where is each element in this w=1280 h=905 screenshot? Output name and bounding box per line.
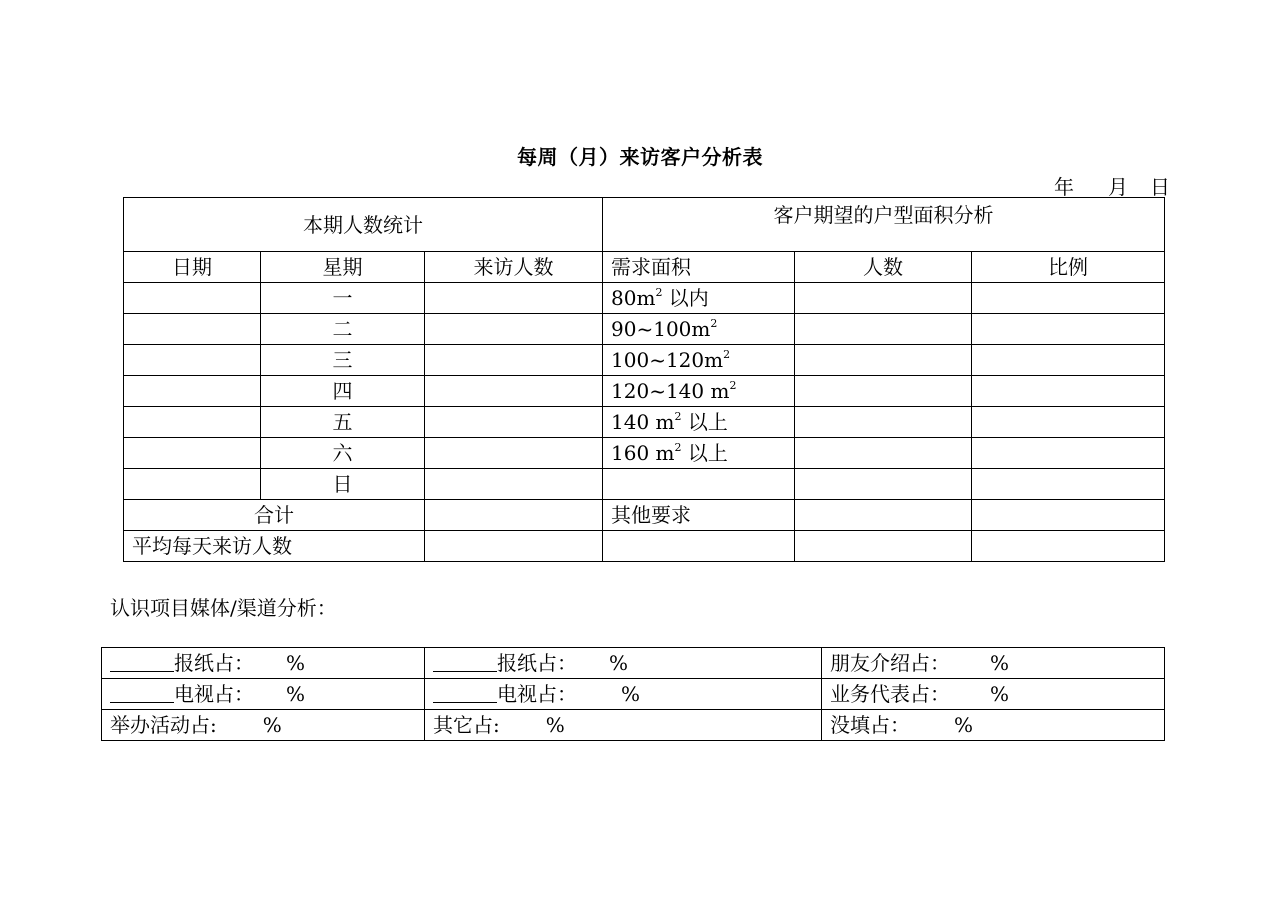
other-requirements-label: 其他要求: [603, 500, 795, 531]
weekday-cell: 二: [261, 314, 425, 345]
area-cell: [603, 345, 795, 376]
page-title: 每周（月）来访客户分析表: [517, 145, 763, 169]
ratio-cell[interactable]: [972, 314, 1165, 345]
media-label: 没填占：: [830, 713, 910, 737]
ratio-cell[interactable]: [972, 407, 1165, 438]
count-cell[interactable]: [795, 283, 972, 314]
count-cell[interactable]: [795, 376, 972, 407]
area-analysis-header: 客户期望的户型面积分析: [603, 198, 1165, 252]
area-value: 100~120m: [611, 348, 724, 372]
area-unit-sup: 2: [710, 317, 718, 330]
table-row: [102, 679, 1165, 710]
count-cell[interactable]: [795, 407, 972, 438]
percent-sign: %: [286, 651, 306, 675]
visitors-cell[interactable]: [425, 345, 603, 376]
area-suffix: 以上: [681, 410, 728, 434]
fill-blank[interactable]: [433, 685, 497, 703]
media-label: 朋友介绍占：: [830, 651, 950, 675]
total-row: [124, 500, 1165, 531]
media-section-label: 认识项目媒体/渠道分析：: [110, 596, 337, 620]
table-row: [124, 283, 1165, 314]
area-cell: [603, 283, 795, 314]
count-cell[interactable]: [795, 345, 972, 376]
media-cell-newspaper-2: [425, 648, 822, 679]
media-cell-other: [425, 710, 822, 741]
visitors-cell[interactable]: [425, 469, 603, 500]
weekday-cell: 日: [261, 469, 425, 500]
percent-sign: %: [954, 713, 974, 737]
fill-blank[interactable]: [110, 654, 174, 672]
date-cell[interactable]: [124, 283, 261, 314]
percent-sign: %: [262, 713, 282, 737]
table-row: [124, 469, 1165, 500]
media-cell-events: [102, 710, 425, 741]
area-cell[interactable]: [603, 469, 795, 500]
date-day-label: 日: [1150, 175, 1170, 199]
area-unit-sup: 2: [674, 441, 682, 454]
area-suffix: 以内: [662, 286, 709, 310]
area-unit-sup: 2: [729, 379, 737, 392]
weekday-cell: 六: [261, 438, 425, 469]
col-header-date: 日期: [124, 252, 261, 283]
visitors-cell[interactable]: [425, 314, 603, 345]
weekday-cell: 四: [261, 376, 425, 407]
area-unit-sup: 2: [655, 286, 663, 299]
date-year-label: 年: [1054, 175, 1074, 199]
date-cell[interactable]: [124, 314, 261, 345]
date-line: [1040, 171, 1170, 197]
count-cell[interactable]: [795, 500, 972, 531]
media-label: 业务代表占：: [830, 682, 950, 706]
area-cell: [603, 438, 795, 469]
table-row: [124, 438, 1165, 469]
col-header-count: 人数: [795, 252, 972, 283]
date-cell[interactable]: [124, 438, 261, 469]
area-value: 90~100m: [611, 317, 711, 341]
count-cell[interactable]: [795, 469, 972, 500]
count-cell[interactable]: [795, 438, 972, 469]
ratio-cell[interactable]: [972, 376, 1165, 407]
table-row: [124, 407, 1165, 438]
blank-cell[interactable]: [795, 531, 972, 562]
weekday-cell: 一: [261, 283, 425, 314]
date-month-label: 月: [1108, 175, 1128, 199]
percent-sign: %: [990, 651, 1010, 675]
col-header-visitors: 来访人数: [425, 252, 603, 283]
table-row: [124, 376, 1165, 407]
visitors-cell[interactable]: [425, 283, 603, 314]
ratio-cell[interactable]: [972, 469, 1165, 500]
media-cell-newspaper-1: [102, 648, 425, 679]
visitors-cell[interactable]: [425, 407, 603, 438]
area-cell: [603, 314, 795, 345]
total-label: 合计: [124, 500, 425, 531]
media-cell-unfilled: [822, 710, 1165, 741]
ratio-cell[interactable]: [972, 283, 1165, 314]
fill-blank[interactable]: [433, 654, 497, 672]
col-header-weekday: 星期: [261, 252, 425, 283]
weekday-cell: 三: [261, 345, 425, 376]
average-visitors-cell[interactable]: [425, 531, 603, 562]
media-channel-table: [101, 647, 1165, 741]
area-value: 140 m: [611, 410, 675, 434]
visitors-cell[interactable]: [425, 438, 603, 469]
date-cell[interactable]: [124, 407, 261, 438]
average-label: 平均每天来访人数: [124, 531, 425, 562]
area-suffix: 以上: [681, 441, 728, 465]
visitors-cell[interactable]: [425, 376, 603, 407]
percent-sign: %: [286, 682, 306, 706]
area-unit-sup: 2: [674, 410, 682, 423]
table-row: [124, 345, 1165, 376]
media-label: 电视占：: [174, 682, 254, 706]
total-visitors-cell[interactable]: [425, 500, 603, 531]
area-unit-sup: 2: [723, 348, 731, 361]
visitor-analysis-table: [123, 197, 1165, 562]
area-cell: [603, 376, 795, 407]
table-row: [102, 648, 1165, 679]
ratio-cell[interactable]: [972, 438, 1165, 469]
col-header-ratio: 比例: [972, 252, 1165, 283]
blank-cell[interactable]: [603, 531, 795, 562]
media-cell-tv-1: [102, 679, 425, 710]
media-cell-tv-2: [425, 679, 822, 710]
percent-sign: %: [609, 651, 629, 675]
media-label: 电视占：: [497, 682, 577, 706]
table-row: [124, 314, 1165, 345]
percent-sign: %: [621, 682, 641, 706]
ratio-cell[interactable]: [972, 345, 1165, 376]
media-label: 报纸占：: [497, 651, 577, 675]
media-label: 报纸占：: [174, 651, 254, 675]
ratio-cell[interactable]: [972, 500, 1165, 531]
date-cell[interactable]: [124, 469, 261, 500]
col-header-area: 需求面积: [603, 252, 795, 283]
area-value: 80m: [611, 286, 656, 310]
media-label: 举办活动占:: [110, 713, 217, 737]
media-cell-friend-referral: [822, 648, 1165, 679]
table-row: [102, 710, 1165, 741]
date-cell[interactable]: [124, 376, 261, 407]
average-row: [124, 531, 1165, 562]
date-cell[interactable]: [124, 345, 261, 376]
visitor-count-header: 本期人数统计: [124, 198, 603, 252]
percent-sign: %: [545, 713, 565, 737]
count-cell[interactable]: [795, 314, 972, 345]
media-cell-sales-rep: [822, 679, 1165, 710]
media-label: 其它占:: [433, 713, 500, 737]
area-value: 160 m: [611, 441, 675, 465]
blank-cell[interactable]: [972, 531, 1165, 562]
percent-sign: %: [990, 682, 1010, 706]
area-cell: [603, 407, 795, 438]
fill-blank[interactable]: [110, 685, 174, 703]
area-value: 120~140 m: [611, 379, 730, 403]
weekday-cell: 五: [261, 407, 425, 438]
